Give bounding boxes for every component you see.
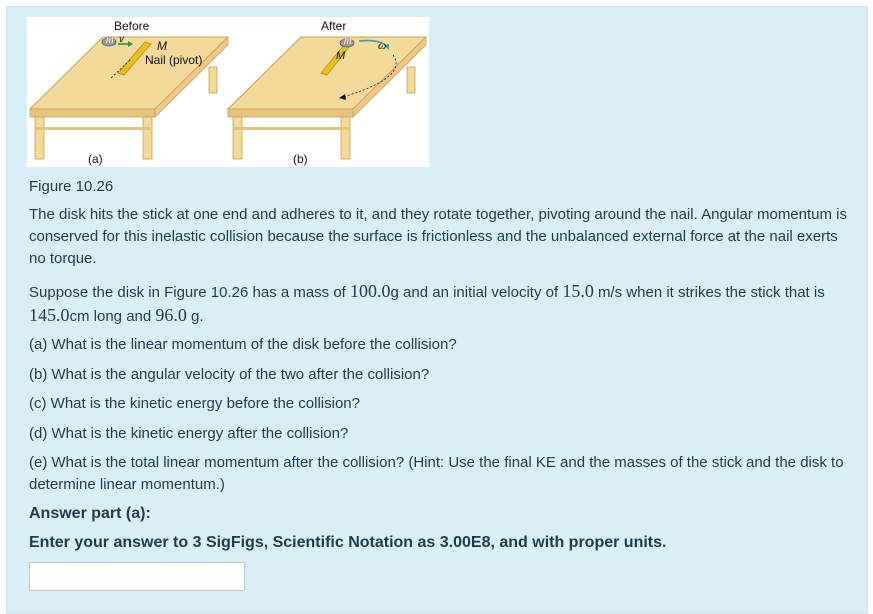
label-stick-M-before: M (157, 39, 167, 53)
question-d: (d) What is the kinetic energy after the collision? (29, 425, 349, 442)
label-before: Before (114, 19, 150, 33)
question-c: (c) What is the kinetic energy before the collision? (29, 395, 360, 412)
label-part-b: (b) (293, 152, 308, 166)
stick-mass-value: 96.0 (155, 305, 187, 325)
problem-text-1: Suppose the disk in Figure 10.26 has a mass of (29, 284, 351, 301)
label-velocity: v (119, 34, 124, 45)
problem-text-3: m/s when it strikes the stick that is (593, 284, 825, 301)
stick-length-value: 145.0 (29, 305, 70, 325)
problem-statement (29, 280, 851, 328)
label-omega: ω (378, 38, 387, 52)
label-disk-m-before: m (106, 35, 114, 45)
problem-text-4: cm long and (69, 308, 156, 325)
table-after (228, 37, 426, 159)
label-part-a: (a) (88, 152, 103, 166)
figure-caption: Figure 10.26 (29, 178, 114, 195)
answer-instructions: Enter your answer to 3 SigFigs, Scientific Notation as 3.00E8, and with proper units. (29, 534, 667, 551)
answer-input[interactable] (29, 562, 245, 591)
label-after: After (321, 19, 347, 33)
label-stick-M-after: M (336, 50, 346, 62)
disk-mass-value: 100.0 (350, 281, 391, 301)
problem-text-5: g. (186, 308, 204, 325)
problem-text-2: g and an initial velocity of (390, 284, 563, 301)
question-e: (e) What is the total linear momentum after the collision? (Hint: Use the final KE and the masses of the stick and the disk to determine linear momentum.) (29, 454, 844, 493)
label-disk-m-after: m (344, 36, 352, 46)
figure-illustration (27, 17, 429, 167)
question-b: (b) What is the angular velocity of the two after the collision? (29, 366, 430, 383)
figure-10-26 (27, 17, 429, 167)
intro-paragraph: The disk hits the stick at one end and adheres to it, and they rotate together, pivoting around the nail. Angular momentum is conserved for this inelastic collision because the surface is frictionless and the unbalanced external force at the nail exerts no torque. (29, 206, 847, 267)
velocity-value: 15.0 (562, 281, 594, 301)
label-nail-pivot: Nail (pivot) (145, 53, 203, 67)
answer-heading: Answer part (a): (29, 505, 151, 522)
question-a: (a) What is the linear momentum of the disk before the collision? (29, 336, 457, 353)
